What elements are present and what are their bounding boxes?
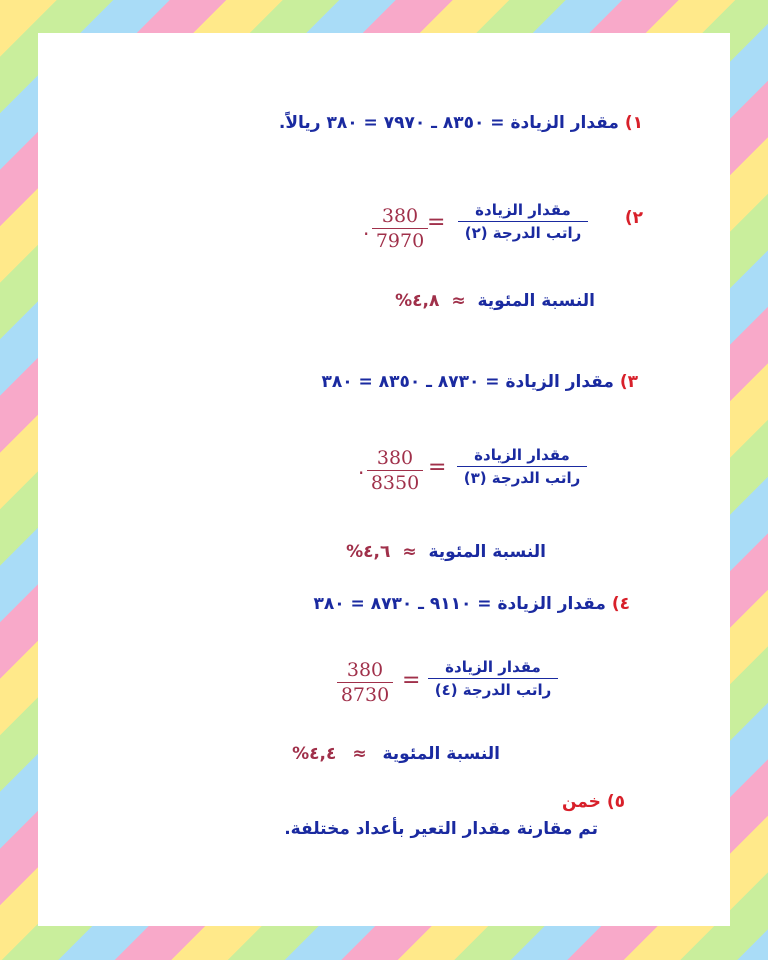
q4-value-fraction <box>337 659 393 706</box>
q5-heading <box>562 792 625 812</box>
q2-number: ٢) <box>624 208 643 228</box>
q1-line <box>279 113 643 133</box>
q4-percent-line <box>292 744 500 764</box>
q4-line <box>313 594 630 614</box>
q3-value-denominator: 8350 <box>370 472 420 494</box>
q3-value-numerator: 380 <box>376 447 414 469</box>
q3-value-bar <box>367 470 423 471</box>
q2-fraction-denominator: راتب الدرجة (٢) <box>464 224 582 242</box>
q4-value-denominator: 8730 <box>340 684 390 706</box>
q2-fraction-numerator: مقدار الزيادة <box>475 201 571 219</box>
q2-value-denominator: 7970 <box>375 230 425 252</box>
q4-fraction-bar <box>428 678 558 679</box>
q3-percent-label: النسبة المئوية <box>428 542 546 562</box>
q5-text: تم مقارنة مقدار التعير بأعداد مختلفة. <box>284 819 598 839</box>
q3-approx: ≈ <box>402 542 417 562</box>
q4-text: مقدار الزيادة = ٩١١٠ ـ ٨٧٣٠ = ٣٨٠ <box>313 594 606 614</box>
q2-fraction-bar <box>458 221 588 222</box>
q4-fraction-numerator: مقدار الزيادة <box>445 658 541 676</box>
q1-text: مقدار الزيادة = ٨٣٥٠ ـ ٧٩٧٠ = ٣٨٠ ريالاً. <box>278 113 619 133</box>
q3-value-fraction <box>367 447 423 494</box>
q5-title: خمن <box>561 792 601 812</box>
q3-percent-value: ٤,٦% <box>346 542 391 562</box>
q2-equals: = <box>427 210 446 235</box>
q3-fraction-bar <box>457 466 587 467</box>
q4-fraction-denominator: راتب الدرجة (٤) <box>434 681 552 699</box>
q3-fraction-numerator: مقدار الزيادة <box>474 446 570 464</box>
q2-percent-line <box>395 291 595 311</box>
q2-value-numerator: 380 <box>381 205 419 227</box>
q3-dot: . <box>358 455 365 479</box>
q4-value-bar <box>337 682 393 683</box>
q3-word-fraction <box>457 446 587 487</box>
q2-word-fraction <box>458 201 588 242</box>
q4-number: ٤) <box>611 594 630 614</box>
q3-percent-line <box>346 542 546 562</box>
q1-number: ١) <box>624 113 643 133</box>
q4-word-fraction <box>428 658 558 699</box>
q3-text: مقدار الزيادة = ٨٧٣٠ ـ ٨٣٥٠ = ٣٨٠ <box>321 372 614 392</box>
q2-dot: . <box>363 216 370 240</box>
q3-number: ٣) <box>619 372 638 392</box>
q2-percent-value: ٤,٨% <box>395 291 440 311</box>
q2-value-fraction <box>372 205 428 252</box>
q5-number: ٥) <box>606 792 625 812</box>
q4-percent-label: النسبة المئوية <box>382 744 500 764</box>
q2-percent-label: النسبة المئوية <box>477 291 595 311</box>
q2-value-bar <box>372 228 428 229</box>
q3-line <box>321 372 638 392</box>
q4-percent-value: ٤,٤% <box>292 744 337 764</box>
q2-approx: ≈ <box>451 291 466 311</box>
q3-equals: = <box>428 455 447 480</box>
q3-fraction-denominator: راتب الدرجة (٣) <box>463 469 581 487</box>
q4-equals: = <box>402 668 421 693</box>
q4-approx: ≈ <box>352 744 367 764</box>
q4-value-numerator: 380 <box>346 659 384 681</box>
